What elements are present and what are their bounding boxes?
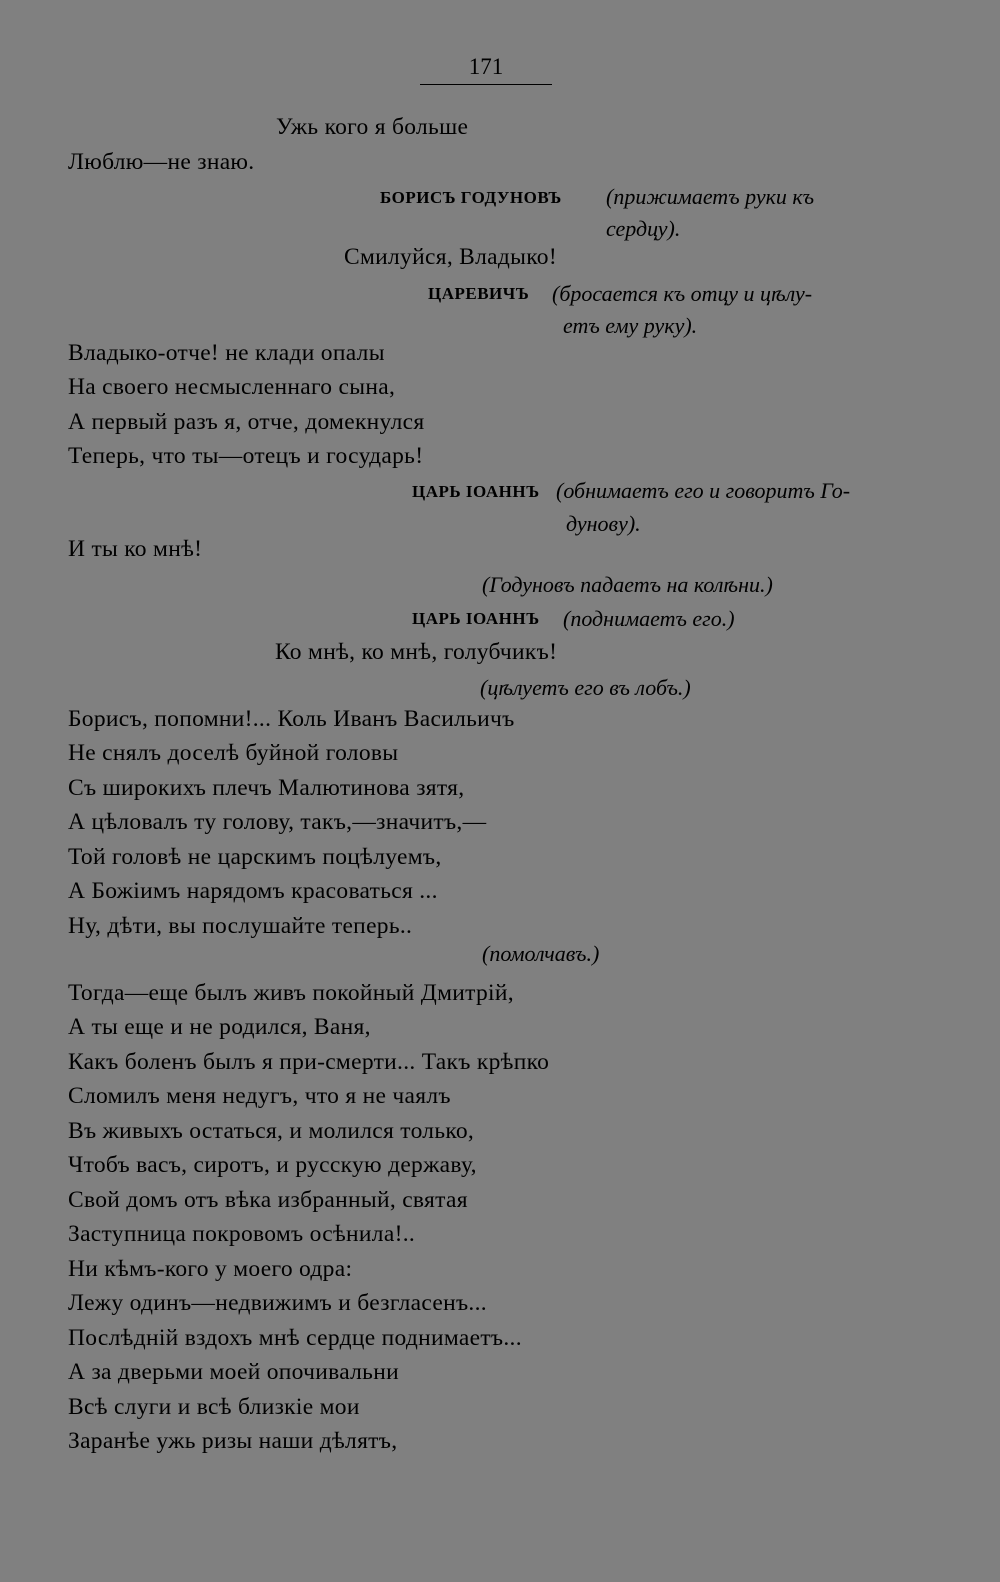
verse-line: Смилуйся, Владыко! — [344, 244, 557, 270]
verse-line: Люблю—не знаю. — [68, 149, 255, 175]
verse-line: На своего несмысленнаго сына, — [68, 374, 396, 400]
speaker-name: БОРИСЪ ГОДУНОВЪ — [380, 188, 562, 207]
verse-line: Лежу одинъ—недвижимъ и безгласенъ... — [68, 1290, 487, 1316]
verse-line: Ну, дѣти, вы послушайте теперь.. — [68, 913, 413, 939]
stage-direction: (помолчавъ.) — [482, 941, 600, 966]
verse-line: Всѣ слуги и всѣ близкіе мои — [68, 1394, 360, 1420]
verse-line: Послѣдній вздохъ мнѣ сердце поднимаетъ... — [68, 1325, 522, 1351]
verse-line: Сломилъ меня недугъ, что я не чаялъ — [68, 1083, 451, 1109]
speaker-name: ЦАРЬ ІОАННЪ — [412, 609, 540, 628]
verse-line: Въ живыхъ остаться, и молился только, — [68, 1118, 475, 1144]
verse-line: Тогда—еще былъ живъ покойный Дмитрій, — [68, 980, 514, 1006]
stage-direction: (бросается къ отцу и цѣлу- — [552, 281, 813, 306]
stage-direction: сердцу). — [606, 216, 681, 241]
speaker-name: ЦАРЕВИЧЪ — [428, 284, 530, 303]
speaker-name: ЦАРЬ ІОАННЪ — [412, 482, 540, 501]
page-number: 171 — [468, 54, 504, 79]
stage-direction: (Годуновъ падаетъ на колѣни.) — [482, 572, 773, 597]
verse-line: Ни кѣмъ-кого у моего одра: — [68, 1256, 353, 1282]
verse-line: Чтобъ васъ, сиротъ, и русскую державу, — [68, 1152, 477, 1178]
verse-line: Свой домъ отъ вѣка избранный, святая — [68, 1187, 468, 1213]
verse-line: Борисъ, попомни!... Коль Иванъ Васильичъ — [68, 706, 515, 732]
verse-line: И ты ко мнѣ! — [68, 536, 203, 562]
stage-direction: (прижимаетъ руки къ — [606, 184, 815, 209]
verse-line: А за дверьми моей опочивальни — [68, 1359, 399, 1385]
verse-line: Съ широкихъ плечъ Малютинова зятя, — [68, 775, 465, 801]
stage-direction: (обнимаетъ его и говоритъ Го- — [556, 478, 851, 503]
verse-line: Ко мнѣ, ко мнѣ, голубчикъ! — [275, 639, 558, 665]
verse-line: Теперь, что ты—отецъ и государь! — [68, 443, 424, 469]
stage-direction: дунову). — [566, 511, 641, 536]
verse-line: Ужь кого я больше — [276, 114, 469, 140]
verse-line: А первый разъ я, отче, домекнулся — [68, 409, 425, 435]
verse-line: А Божіимъ нарядомъ красоваться ... — [68, 878, 438, 904]
verse-line: Той головѣ не царскимъ поцѣлуемъ, — [68, 844, 442, 870]
verse-line: А цѣловалъ ту голову, такъ,—значитъ,— — [68, 809, 487, 835]
stage-direction: (поднимаетъ его.) — [563, 606, 735, 631]
verse-line: Владыко-отче! не клади опалы — [68, 340, 385, 366]
verse-line: А ты еще и не родился, Ваня, — [68, 1014, 371, 1040]
verse-line: Какъ боленъ былъ я при-смерти... Такъ крѣпко — [68, 1049, 550, 1075]
stage-direction: (цѣлуетъ его въ лобъ.) — [480, 675, 691, 700]
page-number-rule — [420, 84, 552, 85]
verse-line: Не снялъ доселѣ буйной головы — [68, 740, 399, 766]
stage-direction: етъ ему руку). — [563, 313, 698, 338]
verse-line: Заступница покровомъ осѣнила!.. — [68, 1221, 416, 1247]
verse-line: Заранѣе ужь ризы наши дѣлятъ, — [68, 1428, 398, 1454]
